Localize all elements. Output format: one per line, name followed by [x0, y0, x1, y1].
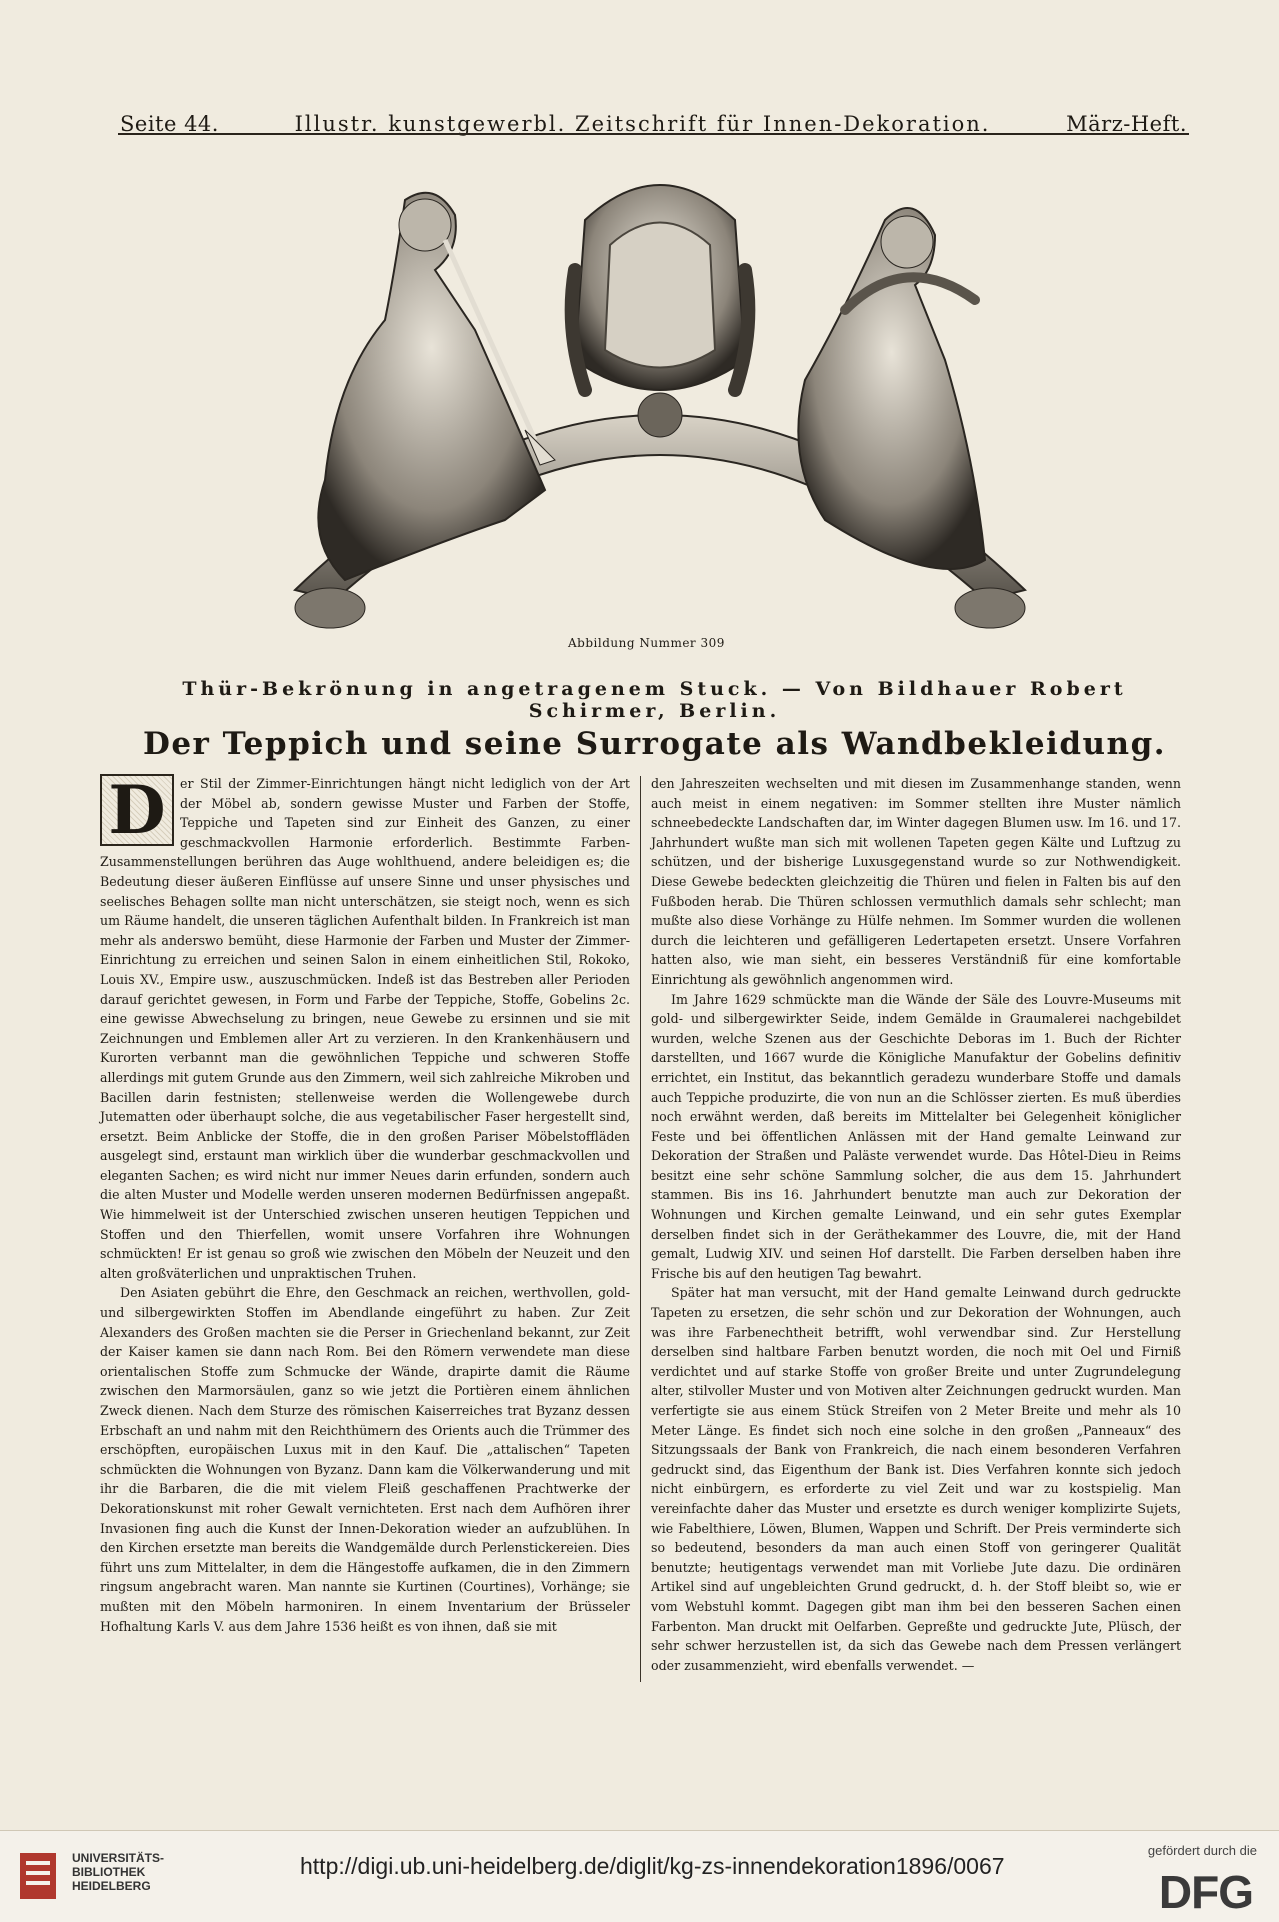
library-name: UNIVERSITÄTS- BIBLIOTHEK HEIDELBERG	[72, 1851, 165, 1893]
running-head	[120, 100, 1187, 136]
issue-label: März-Heft.	[1066, 112, 1187, 136]
digitization-footer	[0, 1830, 1279, 1922]
stucco-door-crown-illustration	[285, 160, 1035, 650]
funding-text: gefördert durch die	[1147, 1843, 1257, 1858]
paragraph: den Jahreszeiten wechselten und mit diesen im Zusammenhange standen, wenn auch meist in einem negativen: im Sommer stellten ihre Muster nämlich schneebedeckte Landschaften dar, im Winter dagegen Blumen usw. Im 16. und 17. Jahrhundert wußte man sich mit wollenen Tapeten gegen Kälte und Luftzug zu schützen, und der bisherige Luxusgegenstand wurde so zur Nothwendigkeit. Diese Gewebe bedeckten gleichzeitig die Thüren und fielen in Falten bis auf den Fußboden herab. Die Thüren schlossen vermuthlich damals sehr schlecht; man mußte also diese Vorhänge zu Hülfe nehmen. Im Sommer wurden die wollenen durch die leichteren und gefälligeren Ledertapeten ersetzt. Unsere Vorfahren hatten also, wie man sieht, ein besseres Verständniß für eine komfortable Einrichtung als gewöhnlich angenommen wird.	[651, 776, 1181, 987]
column-divider	[640, 776, 641, 1682]
header-rule	[118, 133, 1189, 135]
ornamental-drop-cap: D	[100, 774, 174, 846]
journal-title: Illustr. kunstgewerbl. Zeitschrift für Innen-Dekoration.	[294, 112, 991, 136]
paragraph	[100, 771, 630, 1283]
university-library-logo-icon	[18, 1851, 58, 1901]
figure-caption: Thür-Bekrönung in angetragenem Stuck. — Von Bildhauer Robert Schirmer, Berlin.	[182, 678, 1127, 722]
paragraph: Im Jahre 1629 schmückte man die Wände der Säle des Louvre-Museums mit gold- und silbergewirkter Seide, indem Gemälde in Graumalerei nachgebildet wurden, welche Szenen aus der Geschichte Deboras im 1. Buch der Richter darstellten, und 1667 wurde die Königliche Manufaktur der Gobelins definitiv errichtet, ein Institut, das bekanntlich geradezu wunderbare Stoffe und damals auch Teppiche produzirte, die von nun an die Schlösser zierten. Es muß überdies noch erwähnt werden, daß bereits im Mittelalter bei Gelegenheit königlicher Feste und bei öffentlichen Anlässen mit der Hand gemalte Leinwand zur Dekoration der Straßen und Paläste verwendet wurde. Das Hôtel-Dieu in Reims besitzt eine sehr schöne Sammlung solcher, die aus dem 15. Jahrhundert stammen. Bis ins 16. Jahrhundert benutzte man auch zur Dekoration der Wohnungen und Kirchen gemalte Leinwand, und ein sehr gutes Exemplar derselben findet sich in der Geräthekammer des Louvre, die, mit der Hand gemalt, Ludwig XIV. und seinen Hof darstellt. Die Farben derselben haben ihre Frische bis auf den heutigen Tag bewahrt.	[651, 991, 1181, 1281]
digitization-url-link[interactable]: http://digi.ub.uni-heidelberg.de/diglit/kg-zs-innendekoration1896/0067	[300, 1853, 1005, 1879]
dfg-logo: DFG	[1158, 1866, 1253, 1918]
article-title: Der Teppich und seine Surrogate als Wandbekleidung.	[142, 726, 1167, 762]
figure-number-label: Abbildung Nummer 309	[568, 636, 725, 650]
paragraph: Später hat man versucht, mit der Hand gemalte Leinwand durch gedruckte Tapeten zu ersetzen, die sehr schön und zur Dekoration der Wohnungen, auch was ihre Farbenechtheit betrifft, wohl verwendbar sind. Zur Herstellung derselben sind haltbare Farben benutzt worden, die noch mit Oel und Firniß verdichtet und auf starke Stoffe von großer Breite und unter Zugrundelegung alter, stilvoller Muster und von Motiven alter Zeichnungen gedruckt wurden. Man verfertigte sie aus einem Stück Streifen von 2 Meter Breite und mehr als 10 Meter Länge. Es findet sich noch eine solche in den großen „Panneaux“ des Sitzungssaals der Bank von Frankreich, die nach einem besonderen Verfahren gedruckt sind, das Eigenthum der Bank ist. Dies Verfahren konnte sich jedoch nicht einbürgern, es erforderte zu viel Zeit und war zu kostspielig. Man vereinfachte daher das Muster und ersetzte es durch weniger komplizirte Sujets, wie Fabelthiere, Löwen, Blumen, Wappen und Schrift. Der Preis verminderte sich so bedeutend, besonders da man auch einen Stoff von geringerer Qualität benutzte; heutigentags verwendet man mit Vorliebe Jute dazu. Die ordinären Artikel sind auf ungebleichten Grund gedruckt, d. h. der Stoff bleibt so, wie er vom Webstuhl kommt. Dagegen gibt man ihm bei den besseren Sachen einen Farbenton. Man druckt mit Oelfarben. Gepreßte und gedruckte Jute, Plüsch, der sehr schwer herzustellen ist, da sich das Gewebe nach dem Pressen verlängert oder zusammenzieht, wird ebenfalls verwendet. —	[651, 1285, 1181, 1673]
page-number: Seite 44.	[120, 112, 219, 136]
left-text-column	[100, 771, 630, 1636]
paragraph: Den Asiaten gebührt die Ehre, den Geschmack an reichen, werthvollen, gold- und silbergewirkten Stoffen im Abendlande eingeführt zu haben. Zur Zeit Alexanders des Großen machten sie die Perser in Griechenland bekannt, zur Zeit der Kaiser kamen sie dann nach Rom. Bei den Römern verwendete man diese orientalischen Stoffe zum Schmucke der Wände, drapirte damit die Räume zwischen den Marmorsäulen, ganz so wie jetzt die Portièren einem ähnlichen Zweck dienen. Nach dem Sturze des römischen Kaiserreiches trat Byzanz dessen Erbschaft an und nahm mit den Reichthümern des Orients auch die Trümmer des erschöpften, europäischen Luxus mit in den Kauf. Die „attalischen“ Tapeten schmückten die Wohnungen von Byzanz. Dann kam die Völkerwanderung und mit ihr die Barbaren, die die mit vielem Fleiß geschaffenen Prachtwerke der Dekorationskunst mit roher Gewalt vernichteten. Erst nach dem Aufhören ihrer Invasionen fing auch die Kunst der Innen-Dekoration wieder an aufzublühen. In den Kirchen ersetzte man bereits die Wandgemälde durch Perlenstickereien. Dies führt uns zum Mittelalter, in dem die Hängestoffe aufkamen, die in den Zimmern ringsum angebracht waren. Man nannte sie Kurtinen (Courtines), Vorhänge; sie mußten mit den Möbeln harmoniren. In einem Inventarium der Brüsseler Hofhaltung Karls V. aus dem Jahre 1536 heißt es von ihnen, daß sie mit	[100, 1285, 630, 1634]
right-text-column	[651, 774, 1181, 1675]
paragraph-text: er Stil der Zimmer-Einrichtungen hängt nicht lediglich von der Art der Möbel ab, sondern gewisse Muster und Farben der Stoffe, Teppiche und Tapeten sind zur Einheit des Ganzen, zu einer geschmackvollen Harmonie erforderlich. Bestimmte Farben-Zusammenstellungen berühren das Auge wohlthuend, andere beleidigen es; die Bedeutung dieser äußeren Einflüsse auf unsere Sinne und unser physisches und seelisches Behagen sollte man nicht unterschätzen, sie steigt noch, wenn es sich um Räume handelt, die unseren täglichen Aufenthalt bilden. In Frankreich ist man mehr als anderswo bemüht, diese Harmonie der Farben und Muster der Zimmer-Einrichtung zu erreichen und seinen Salon in einem einheitlichen Stil, Rokoko, Louis XV., Empire usw., auszuschmücken. Indeß ist das Bestreben aller Perioden darauf gerichtet gewesen, in Form und Farbe der Teppiche, Stoffe, Gobelins 2c. eine gewisse Abwechselung zu bringen, neue Gewebe zu ersinnen und sie mit Zeichnungen und Emblemen aller Art zu verzieren. In den Krankenhäusern und Kurorten verbannt man die gewöhnlichen Teppiche und schweren Stoffe allerdings mit gutem Grunde aus den Zimmern, weil sich zahlreiche Mikroben und Bacillen darin festnisten; stellenweise werden die Wollengewebe durch Jutematten oder überhaupt solche, die aus vegetabilischer Faser hergestellt sind, ersetzt. Beim Anblicke der Stoffe, die in den großen Pariser Möbelstoffläden ausgelegt sind, erstaunt man wirklich über die wunderbar geschmackvollen und eleganten Sachen; es wird nicht nur immer Neues darin erfunden, sondern auch die alten Muster und Modelle werden unseren modernen Bedürfnissen angepaßt. Wie himmelweit ist der Unterschied zwischen unseren heutigen Teppichen und Stoffen und den Thierfellen, womit unsere Vorfahren ihre Wohnungen schmückten! Er ist genau so groß wie zwischen den Möbeln der Neuzeit und den alten großväterlichen und unpraktischen Truhen.	[100, 776, 630, 1281]
